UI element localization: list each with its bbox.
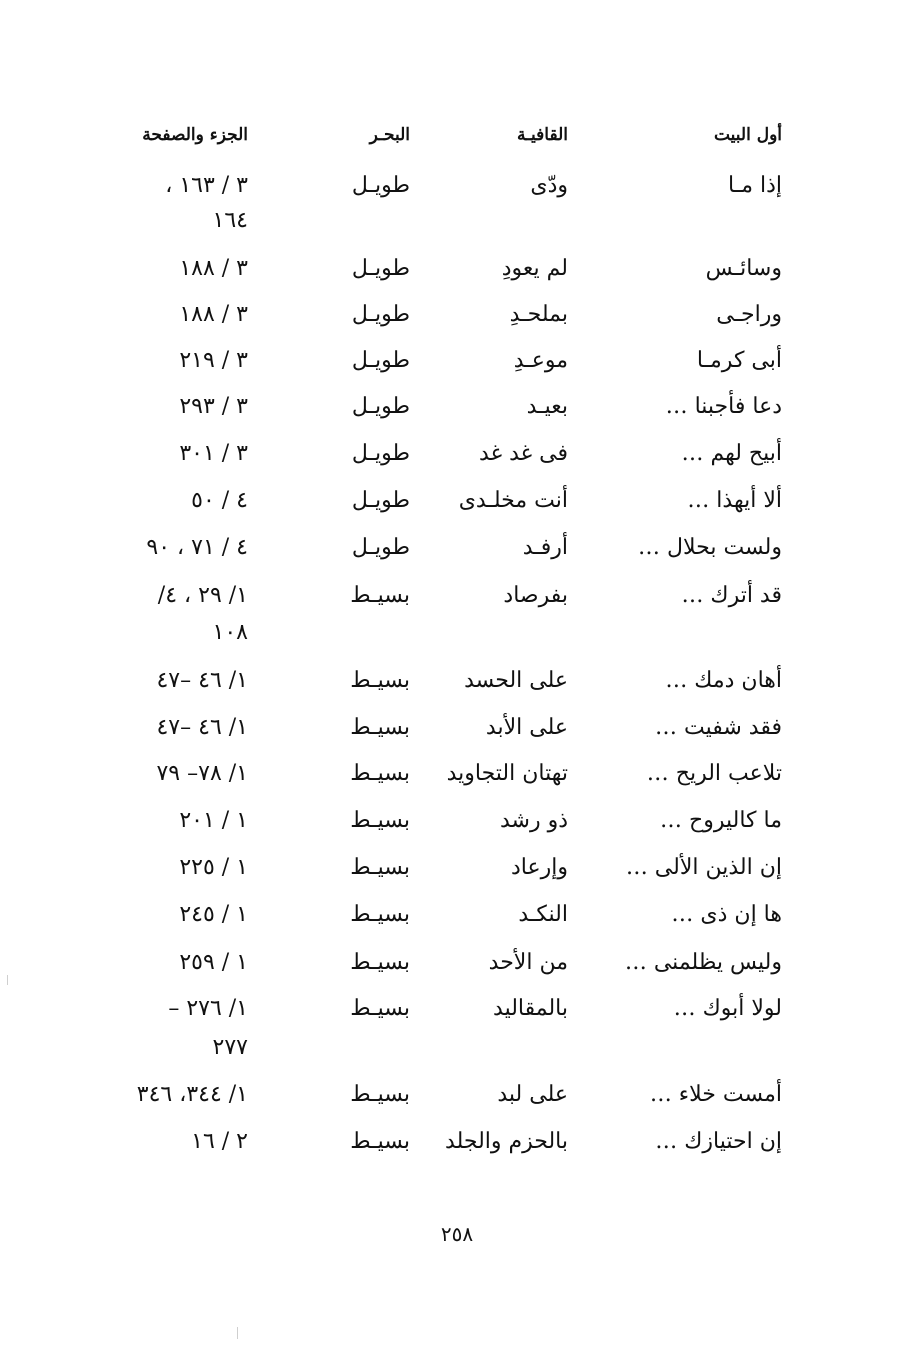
row-volume-page: ١/ ٤٦ –٤٧ xyxy=(156,668,248,693)
row-meter: بسيـط xyxy=(350,855,410,880)
row-volume-page: ٣ / ١٦٣ ، xyxy=(165,173,248,198)
row-first-verse: أمست خلاء … xyxy=(649,1082,782,1107)
row-volume-page: ١/ ٢٧٦ – xyxy=(168,996,248,1021)
row-first-verse: ألا أيهذا … xyxy=(687,488,782,513)
row-volume-page: ١ / ٢٠١ xyxy=(179,808,248,833)
scan-speck xyxy=(7,975,8,985)
row-rhyme: بالحزم والجلد xyxy=(445,1129,568,1154)
row-meter: بسيـط xyxy=(350,950,410,975)
row-volume-page: ١/ ٤٦ –٤٧ xyxy=(156,715,248,740)
row-meter: طويـل xyxy=(351,488,410,513)
row-first-verse: إذا مـا xyxy=(728,173,782,198)
row-first-verse: أبى كرمـا xyxy=(696,348,782,373)
row-volume-page: ٣ / ١٨٨ xyxy=(179,256,248,281)
row-volume-page: ١/ ٧٨– ٧٩ xyxy=(156,761,248,786)
row-first-verse: ولست بحلال … xyxy=(638,535,782,560)
row-meter: طويـل xyxy=(351,441,410,466)
header-volume-page: الجزء والصفحة xyxy=(142,125,248,145)
row-rhyme: النكـد xyxy=(518,902,568,927)
row-first-verse: لولا أبوك … xyxy=(673,996,782,1021)
row-volume-page: ٣ / ٣٠١ xyxy=(179,441,248,466)
row-rhyme: من الأحد xyxy=(488,950,568,975)
header-first-verse: أول البيت xyxy=(713,125,782,145)
row-rhyme: بملحـدِ xyxy=(509,302,568,327)
row-volume-page: ٢ / ١٦ xyxy=(191,1129,248,1154)
row-meter: بسيـط xyxy=(350,996,410,1021)
row-meter: طويـل xyxy=(351,394,410,419)
row-rhyme: موعـدِ xyxy=(513,348,568,373)
row-rhyme: تهتان التجاويد xyxy=(446,761,568,786)
row-volume-page-continued: ١٦٤ xyxy=(212,208,248,233)
row-first-verse: وليس يظلمنى … xyxy=(624,950,782,975)
row-first-verse: دعا فأجبنا … xyxy=(665,394,782,419)
row-meter: طويـل xyxy=(351,256,410,281)
row-volume-page: ٤ / ٧١ ، ٩٠ xyxy=(146,535,248,560)
row-meter: بسيـط xyxy=(350,715,410,740)
row-meter: بسيـط xyxy=(350,1129,410,1154)
row-volume-page: ١/ ٣٤٤، ٣٤٦ xyxy=(136,1082,248,1107)
row-rhyme: على الأبد xyxy=(485,715,568,740)
row-meter: بسيـط xyxy=(350,902,410,927)
row-rhyme: على لبد xyxy=(497,1082,568,1107)
row-meter: طويـل xyxy=(351,348,410,373)
row-volume-page: ١ / ٢٥٩ xyxy=(179,950,248,975)
row-volume-page: ١/ ٢٩ ، ٤/ xyxy=(157,583,248,608)
row-first-verse: قد أترك … xyxy=(681,583,782,608)
page-number: ٢٥٨ xyxy=(440,1222,474,1246)
row-meter: بسيـط xyxy=(350,583,410,608)
header-rhyme: القافيـة xyxy=(516,125,568,145)
row-volume-page: ٣ / ٢١٩ xyxy=(179,348,248,373)
row-volume-page: ٤ / ٥٠ xyxy=(191,488,248,513)
row-meter: بسيـط xyxy=(350,761,410,786)
scan-speck xyxy=(237,1327,238,1339)
row-rhyme: بالمقاليد xyxy=(493,996,568,1021)
row-rhyme: أنت مخلـدى xyxy=(458,488,568,513)
row-first-verse: ما كاليروح … xyxy=(660,808,782,833)
row-rhyme: وإرعاد xyxy=(511,855,568,880)
row-first-verse: تلاعب الريح … xyxy=(646,761,782,786)
row-meter: بسيـط xyxy=(350,668,410,693)
row-first-verse: وسائـس xyxy=(705,256,782,281)
row-rhyme: بعيـد xyxy=(526,394,568,419)
row-meter: طويـل xyxy=(351,302,410,327)
row-volume-page: ١ / ٢٤٥ xyxy=(179,902,248,927)
row-first-verse: إن احتيازك … xyxy=(655,1129,782,1154)
row-volume-page: ٣ / ٢٩٣ xyxy=(179,394,248,419)
row-rhyme: أرفـد xyxy=(522,535,568,560)
row-rhyme: ذو رشد xyxy=(499,808,568,833)
row-rhyme: بفرصاد xyxy=(503,583,568,608)
row-rhyme: على الحسد xyxy=(464,668,568,693)
row-first-verse: إن الذين الألى … xyxy=(625,855,782,880)
row-meter: بسيـط xyxy=(350,1082,410,1107)
row-first-verse: فقد شفيت … xyxy=(655,715,782,740)
row-meter: طويـل xyxy=(351,173,410,198)
row-first-verse: أهان دمك … xyxy=(665,668,782,693)
row-volume-page: ١ / ٢٢٥ xyxy=(179,855,248,880)
row-first-verse: وراجـى xyxy=(716,302,782,327)
header-meter: البحـر xyxy=(369,125,410,145)
row-first-verse: أبيح لهم … xyxy=(681,441,782,466)
row-first-verse: ها إن ذى … xyxy=(671,902,782,927)
row-meter: بسيـط xyxy=(350,808,410,833)
row-rhyme: لم يعودِ xyxy=(501,256,568,281)
row-volume-page-continued: ١٠٨ xyxy=(212,620,248,645)
row-volume-page: ٣ / ١٨٨ xyxy=(179,302,248,327)
row-rhyme: ودّى xyxy=(530,173,568,198)
row-rhyme: فى غد غد xyxy=(479,441,568,466)
row-volume-page-continued: ٢٧٧ xyxy=(212,1035,248,1060)
row-meter: طويـل xyxy=(351,535,410,560)
